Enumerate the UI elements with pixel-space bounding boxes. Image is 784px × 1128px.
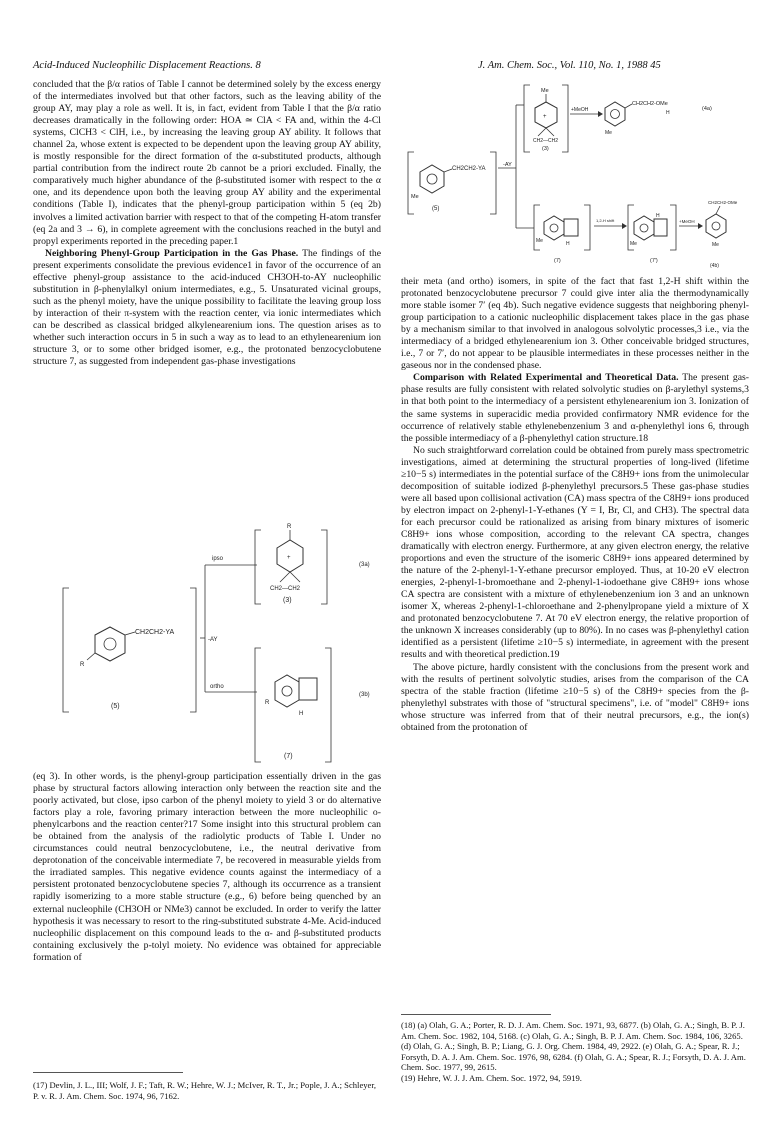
bottom-H: H: [299, 711, 304, 717]
reagent-minus-AY: -AY: [208, 637, 218, 643]
substrate-label: (5): [111, 703, 120, 710]
s4-substrate-ring: [420, 165, 444, 193]
s4-right-product: CH2CH2-OMe: [708, 200, 738, 205]
right-paragraph-4: The above picture, hardly consistent with the conclusions from the present work and with the results of pertinent solvolytic studies, arises from the comparison of the CA spectra of the stable fraction (lifetime ≥10−5 s) of the C8H9+ species from the β-phenylethyl substrates with those of "structural specimens", i.e. of "model" C8H9+ ions whose structure was inferred from that of their neutral precursors, e.g., the ion(s) obtained from the protonation of: [401, 661, 749, 733]
substrate-R: R: [80, 662, 85, 668]
s4-top-product: CH2CH2-OMe: [632, 101, 668, 107]
running-header-left: Acid-Induced Nucleophilic Displacement Reactions. 8: [33, 60, 261, 71]
s4-mid-H: H: [566, 241, 570, 247]
svg-text:+: +: [543, 114, 547, 120]
s4-substrate-label: (5): [432, 206, 440, 212]
s4-top-bridge: CH2—CH2: [533, 138, 559, 144]
eq-3b: (3b): [359, 692, 370, 698]
cyclobutene-ring: [299, 678, 317, 700]
right-paragraph-2: [401, 372, 749, 444]
running-header-right: J. Am. Chem. Soc., Vol. 110, No. 1, 1988 45: [478, 60, 661, 71]
substrate-group: CH2CH2-YA: [135, 629, 175, 636]
s4-reagent: -AY: [503, 162, 512, 168]
s4-right-reagent: +MeOH: [679, 219, 695, 224]
s4-top-Me: Me: [541, 88, 549, 94]
section-heading-comparison: Comparison with Related Experimental and Theoretical Data.: [413, 372, 679, 384]
right-footnote-rule: [401, 1014, 551, 1015]
s4-right-label: (7′): [650, 258, 658, 264]
s4-eq-4b: (4b): [710, 263, 719, 269]
footnote-18: (18) (a) Olah, G. A.; Porter, R. D. J. Am. Chem. Soc. 1971, 93, 6877. (b) Olah, G. A.; Singh, B. P. J. Am. Chem. Soc. 1982, 104, 5168. (c) Olah, G. A.; Singh, B. P. J. Am. Chem. Soc. 1984, 106, 3265. (d) Olah, G. A.; Singh, B. P.; Liang, G. J. Org. Chem. 1984, 49, 2922. (e) Olah, G. A.; Spear, R. J.; Forsyth, D. A. J. Am. Chem. Soc. 1976, 98, 6284. (f) Olah, G. A.; Spear, R. J.; Forsyth, D. A. J. Am. Chem. Soc. 1977, 99, 2615.: [401, 1020, 746, 1073]
s4-right-H: H: [656, 213, 660, 219]
scheme-eq4: [398, 80, 758, 270]
right-paragraph-2-body: The present gas-phase results are fully consistent with related solvolytic studies on β-arylethyl systems,3 in that both point to the intermediacy of a persistent ethylenearenium ion 3. Ionization of the same systems in superacidic media provided confirmatory NMR evidence for the occurrence of relatively stable ethylenebenzenium 3 and α-phenylethyl ions 6, through the possible intermediacy of a β-phenylethyl cation structure.18: [401, 372, 749, 444]
scheme-eq3: [35, 520, 385, 770]
s4-right-ring: [634, 216, 654, 240]
branch-ipso: ipso: [212, 556, 224, 562]
right-column: [401, 276, 749, 734]
footnote-19: (19) Hehre, W. J. J. Am. Chem. Soc. 1972, 94, 5919.: [401, 1072, 582, 1083]
top-bridge: CH2—CH2: [270, 586, 301, 592]
s4-product-ring: [605, 102, 625, 126]
s4-substrate-Me: Me: [411, 194, 419, 200]
left-column-top: [33, 79, 381, 368]
bottom-ring: [275, 675, 299, 707]
s4-top-product-Me: Me: [605, 130, 612, 136]
footnote-17: (17) Devlin, J. L., III; Wolf, J. F.; Taft, R. W.; Hehre, W. J.; McIver, R. T., Jr.; Pople, J. A.; Schleyer, P. v. R. J. Am. Chem. Soc. 1974, 96, 7162.: [33, 1080, 377, 1101]
top-plus: +: [287, 555, 291, 561]
s4-substrate-group: CH2CH2-YA: [452, 166, 486, 172]
section-heading-phenyl: Neighboring Phenyl-Group Participation in the Gas Phase.: [45, 247, 299, 259]
right-footnotes: [401, 1020, 749, 1084]
s4-right-product-Me: Me: [712, 242, 719, 248]
top-label: (3): [283, 597, 292, 604]
s4-right-Me: Me: [630, 241, 637, 247]
branch-ortho: ortho: [210, 684, 224, 690]
left-paragraph-2-body: The findings of the present experiments consolidate the previous evidence1 in favor of the occurrence of an effective phenyl-group assistance to the acid-induced CH3OH-to-AY nucleophilic substitution in β-phenylalkyl onium intermediates, e.g., 5. Unsaturated vicinal groups, such as the phenyl moiety, have the unique possibility to facilitate the leaving group loss by interaction of their π-system with the reaction center, via ionic intermediates which can be described as classical bridged alkylenearenium ions. The question arises as to whether such interaction occurs in 5 in such a way as to lead to an ethylenearenium ion structure 3, or to some other bridged isomer, e.g., the protonated benzocyclobutene structure 7, as suggested from independent gas-phase investigations: [33, 247, 382, 368]
left-paragraph-2: [33, 248, 381, 368]
bottom-R: R: [265, 700, 270, 706]
eq-3a: (3a): [359, 562, 370, 568]
s4-top-reagent: +MeOH: [571, 107, 589, 113]
right-paragraph-3: No such straightforward correlation could be obtained from purely mass spectrometric investigations, aimed at determining the structural properties of long-lived (lifetime ≥10−5 s) intermediates in the potential surface of the C8H9+ ions from the unimolecular decomposition of suitable iodized β-phenylethyl precursors.5 These gas-phase studies were all based upon collisional activation (CA) mass spectra of the C8H9+ ions produced by electron impact on 2-phenyl-1-Y-ethanes (Y = I, Br, Cl, and CH3). The spectral data for each precursor could be rationalized as arising from binary mixtures of isomeric C8H9+ ions whose composition, according to the relevant CA spectra, changes dramatically with electron energy. Furthermore, at any given electron energy, the relative proportions and even the structure of the isomeric C8H9+ ions appeared determined by the nature of the 2-phenyl-1-Y-ethane precursor employed. Thus, at 10-20 eV electron energies, 2-phenyl-1-bromoethane and 2-phenyl-1-iodoethane give C8H9+ ions whose CA spectra are consistent with a mixture of ethylenebenzenium ion 3 and an unknown isomer X, whereas 2-phenyl-1-chloroethane and 2-phenylpropane yield a mixture of X and protonated benzocyclobutene 7. At 70 eV electron energy, the relative proportion of the unknown X increases considerably (up to 80%). In no cases was β-phenylethyl cation identified as a persistent (lifetime ≥10−5 s) intermediate, in agreement with the present results and with theoretical prediction.19: [401, 444, 749, 661]
top-R: R: [287, 524, 292, 530]
left-column-bottom: [33, 771, 381, 964]
s4-mid-Me: Me: [536, 238, 543, 244]
s4-shift: 1,2-H shift: [596, 218, 615, 223]
s4-eq-4a: (4a): [702, 106, 712, 112]
bottom-label: (7): [284, 753, 293, 760]
left-footnotes: [33, 1080, 381, 1101]
s4-top-product-H: H: [666, 110, 670, 116]
right-paragraph-1: their meta (and ortho) isomers, in spite of the fact that fast 1,2-H shift within the protonated benzocyclobutene precursor 7 could give inter alia the thermodynamically more stable isomer 7′ (eq 4b). Such negative evidence suggests that neighboring phenyl-group participation to a cationic nucleophilic displacement takes place in the gas phase by a mechanism similar to that involved in analogous solvolytic processes,3 i.e., via the intermediacy of a bridged ethylenearenium ion 3. Other conceivable bridged structures, i.e., 7 or 7′, do not appear to be plausible intermediates in these processes neither in the gaseous nor in the condensed phase.: [401, 276, 749, 372]
substrate-ring: [95, 627, 125, 661]
s4-mid-label: (7): [554, 258, 561, 264]
s4-mid-ring: [544, 216, 564, 240]
s4-top-label: (3): [542, 146, 549, 152]
left-paragraph-3: (eq 3). In other words, is the phenyl-group participation essentially driven in the gas phase by structural factors allowing interaction only between the reaction site and the poorly activated, but close, ipso carbon of the phenyl moiety to yield 3 or do alternative factors play a role, favoring primary interaction between the more nucleophilic o-phenylcarbons and the reaction center?17 Some insight into this structural problem can be obtained from the analysis of the radiolytic products of Table I. Under no circumstances could neutral benzocyclobutene, i.e., the neutral derivative from deprotonation of the conceivable intermediate 7, be recovered in measurable yields from the irradiated samples. This negative evidence counts against the intermediacy of a persistent protonated benzocyclobutene species 7, although its occurrence as a transient rapidly isomerizing to a more stable structure (e.g., 6) before being quenched by an external nucleophile (CH3OH or NMe3) cannot be excluded. In order to verify the latter hypothesis it was necessary to resort to the ring-substituted substrate 4-Me. Acid-induced nucleophilic displacement on this compound leads to the α- and β-substituted products containing exclusively the p-tolyl moiety. No evidence was obtained for appreciable formation of: [33, 771, 381, 963]
left-footnote-rule: [33, 1072, 183, 1073]
left-paragraph-1: concluded that the β/α ratios of Table I cannot be determined solely by the excess energy of the intermediates involved but that other factors, such as the leaving ability of the group AY, may play a role as well. It is, in fact, evident from Table I that the β/α ratio decreases dramatically in the following order: HOA ≃ ClA < FA and, within the 4-Cl systems, ClCH3 < ClH, i.e., by increasing the leaving group AY ability. It follows that channel 2a, whose extent is expected to be dependent upon the leaving group AY ability, is mostly responsible for the direct formation of the α-substituted products, although partial contribution from the indirect route 2b cannot be a priori excluded. Finally, the comparatively much higher abundance of the β-substituted isomer with respect to the α one, and its dependence upon both the leaving group AY ability and the experimental conditions (Table I), indicates that the phenyl-group participation within 5 (eq 2b) involves a limited activation barrier with respect to that of the competing H-atom transfer (eq 2a and 3 → 6), in complete agreement with the conclusions reached in the butyl and propyl experiments reported in the preceding paper.1: [33, 79, 381, 247]
